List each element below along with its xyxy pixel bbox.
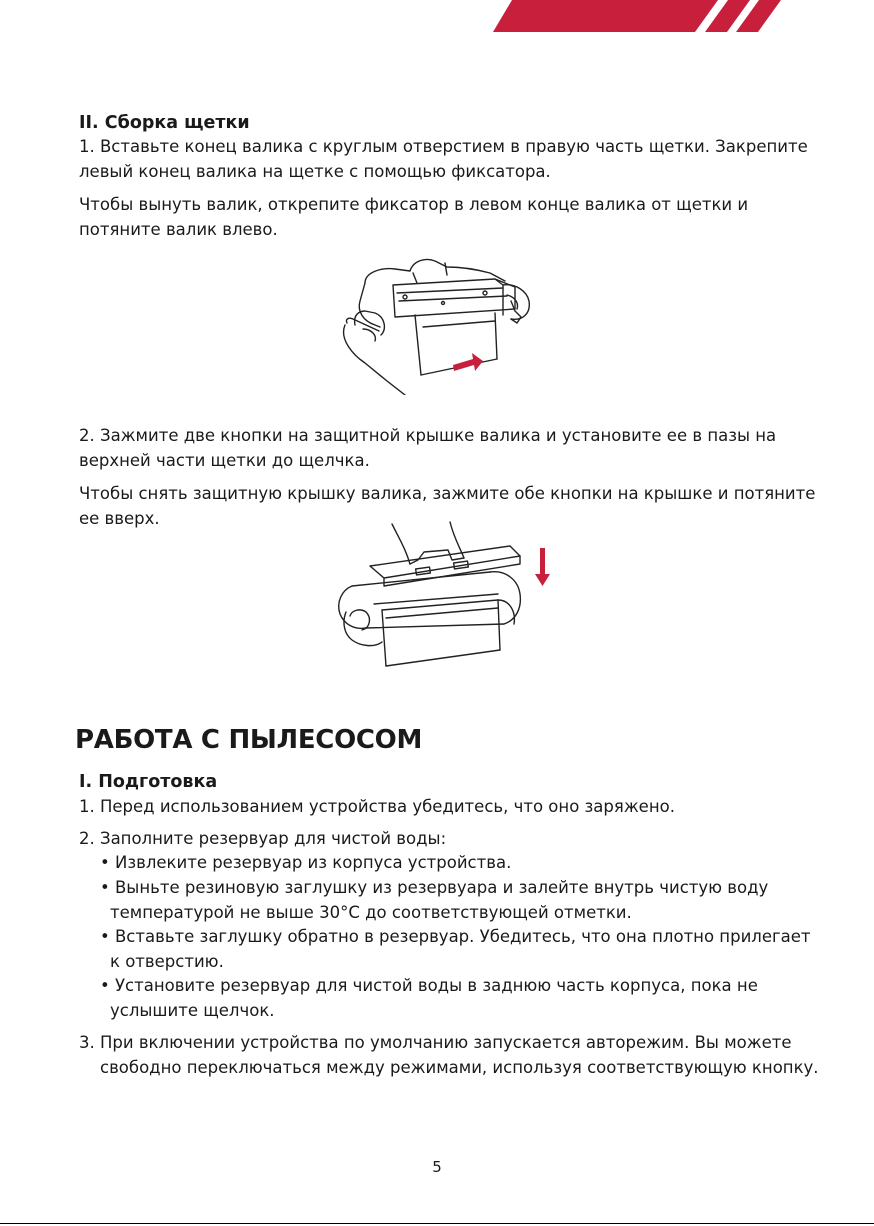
- paragraph-text: 2. Зажмите две кнопки на защитной крышке валика и установите ее в пазы на: [79, 426, 777, 445]
- bullet-item: к отверстию.: [110, 952, 224, 971]
- paragraph-text: верхней части щетки до щелчка.: [79, 451, 370, 470]
- roller-insert-illustration: [335, 255, 535, 395]
- page-section-title: РАБОТА С ПЫЛЕСОСОМ: [75, 725, 423, 755]
- bullet-item: • Вставьте заглушку обратно в резервуар. Убедитесь, что она плотно прилегает: [100, 927, 811, 946]
- page-bottom-rule: [0, 1223, 874, 1224]
- list-item: 3. При включении устройства по умолчанию запускается авторежим. Вы можете: [79, 1033, 792, 1052]
- list-item: 2. Заполните резервуар для чистой воды:: [79, 829, 447, 848]
- paragraph-text: потяните валик влево.: [79, 220, 278, 239]
- section-heading-preparation: I. Подготовка: [79, 772, 218, 792]
- bullet-item: • Извлеките резервуар из корпуса устройства.: [100, 853, 512, 872]
- page-number: 5: [432, 1158, 442, 1176]
- paragraph-text: 1. Вставьте конец валика с круглым отверстием в правую часть щетки. Закрепите: [79, 137, 808, 156]
- list-item: 1. Перед использованием устройства убедитесь, что оно заряжено.: [79, 797, 675, 816]
- bullet-item: услышите щелчок.: [110, 1001, 275, 1020]
- paragraph-text: левый конец валика на щетке с помощью фиксатора.: [79, 162, 551, 181]
- bullet-item: • Установите резервуар для чистой воды в заднюю часть корпуса, пока не: [100, 976, 758, 995]
- bullet-item: температурой не выше 30°C до соответствующей отметки.: [110, 903, 632, 922]
- paragraph-text: Чтобы снять защитную крышку валика, зажмите обе кнопки на крышке и потяните: [79, 484, 816, 503]
- paragraph-text: ее вверх.: [79, 509, 160, 528]
- roller-cover-illustration: [330, 520, 560, 670]
- list-item: свободно переключаться между режимами, используя соответствующую кнопку.: [100, 1058, 819, 1077]
- paragraph-text: Чтобы вынуть валик, открепите фиксатор в левом конце валика от щетки и: [79, 195, 749, 214]
- bullet-item: • Выньте резиновую заглушку из резервуара и залейте внутрь чистую воду: [100, 878, 769, 897]
- section-heading-assembly: II. Сборка щетки: [79, 113, 250, 133]
- header-decoration: [0, 0, 874, 40]
